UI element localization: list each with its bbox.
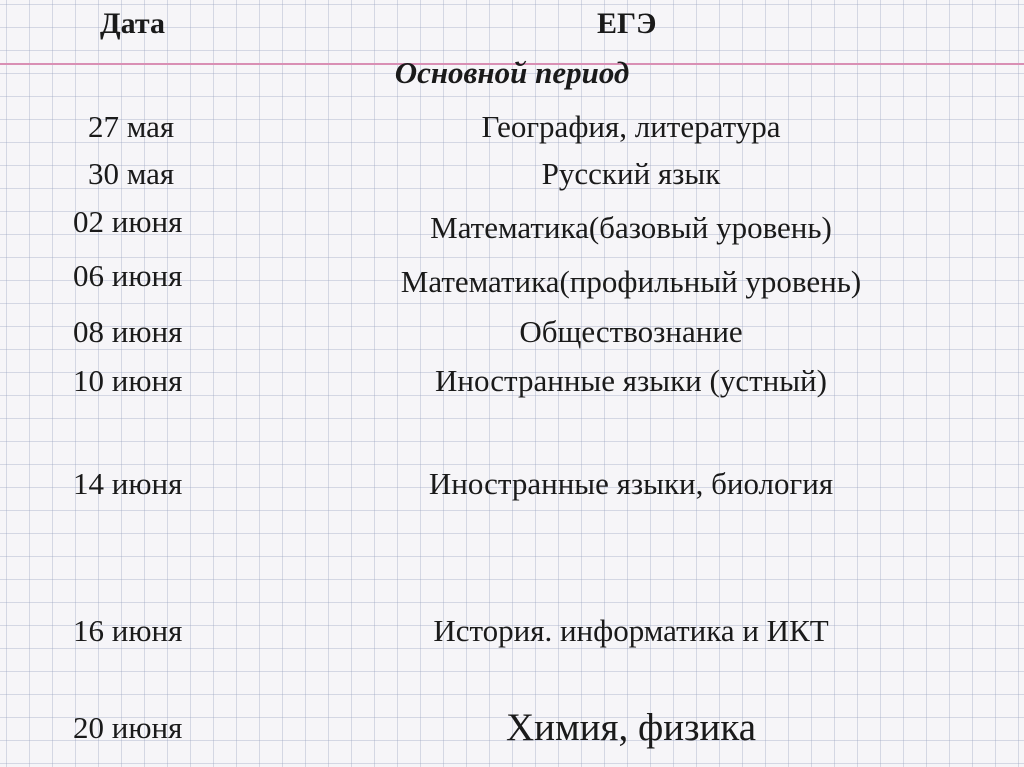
- row-subject: Математика(базовый уровень): [430, 210, 832, 245]
- row-subject: Иностранные языки (устный): [435, 363, 827, 398]
- row-subject: Обществознание: [519, 314, 743, 349]
- row-subject: История. информатика и ИКТ: [433, 613, 829, 648]
- row-subject: Математика(профильный уровень): [400, 264, 862, 299]
- row-date: 20 июня: [73, 710, 183, 745]
- row-date: 14 июня: [73, 466, 183, 501]
- row-date: 08 июня: [73, 314, 183, 349]
- row-date: 27 мая: [88, 109, 175, 144]
- row-subject: Химия, физика: [505, 706, 757, 749]
- header-exam: ЕГЭ: [597, 7, 657, 40]
- period-title: Основной период: [394, 55, 630, 90]
- row-date: 10 июня: [73, 363, 183, 398]
- row-subject: География, литература: [481, 109, 781, 144]
- row-date: 30 мая: [88, 156, 175, 191]
- header-date: Дата: [100, 7, 165, 40]
- row-date: 02 июня: [73, 204, 183, 239]
- row-date: 16 июня: [73, 613, 183, 648]
- row-subject: Иностранные языки, биология: [428, 466, 834, 501]
- row-subject: Русский язык: [541, 156, 721, 191]
- row-date: 06 июня: [73, 258, 183, 293]
